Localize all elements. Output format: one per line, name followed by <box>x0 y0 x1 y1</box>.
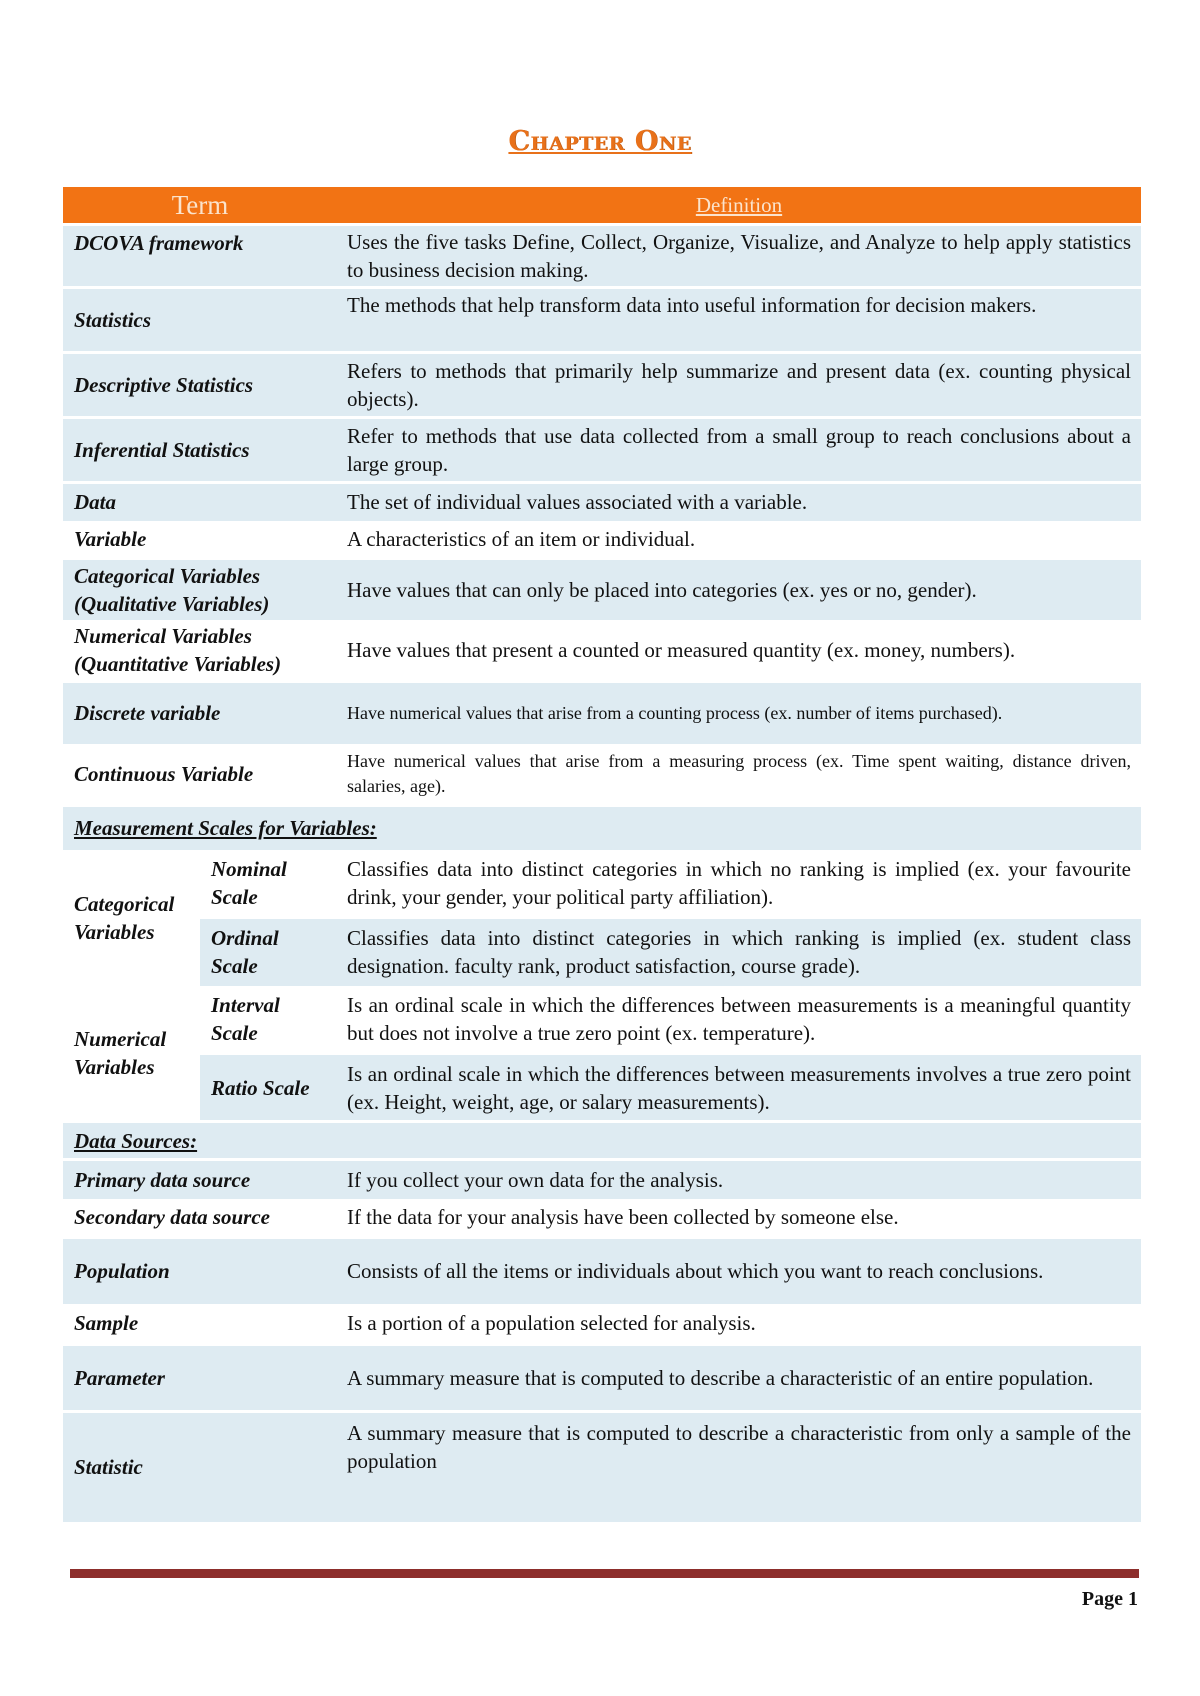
scale-definition-cell: Is an ordinal scale in which the differences between measurements involves a true zero point (ex. Height, weight, age, or salary measurements). <box>336 1054 1141 1122</box>
term-cell: DCOVA framework <box>63 225 336 288</box>
chapter-title: Chapter One <box>508 126 692 157</box>
glossary-table <box>63 187 1141 1522</box>
definition-column-header: Definition <box>336 187 1141 225</box>
scale-row <box>63 918 1141 986</box>
scale-row <box>63 1054 1141 1122</box>
scale-name-cell: Interval Scale <box>211 992 280 1045</box>
table-row <box>63 521 1141 559</box>
definition-cell: Have values that present a counted or measured quantity (ex. money, numbers). <box>347 638 1016 662</box>
scale-definition-cell: Classifies data into distinct categories in which ranking is implied (ex. student class designation. faculty rank, product satisfaction, course grade). <box>336 918 1141 986</box>
definition-cell: The set of individual values associated with a variable. <box>336 483 1141 521</box>
definition-cell: Have numerical values that arise from a counting process (ex. number of items purchased). <box>336 682 1141 744</box>
definition-cell: The methods that help transform data into useful information for decision makers. <box>336 288 1141 353</box>
scale-name-cell: Ratio Scale <box>200 1054 336 1122</box>
table-header-row <box>63 187 1141 225</box>
term-cell: Continuous Variable <box>74 761 254 786</box>
scale-row <box>63 986 1141 1054</box>
table-row <box>63 225 1141 288</box>
definition-cell: If the data for your analysis have been collected by someone else. <box>347 1205 899 1230</box>
measurement-scales-heading: Measurement Scales for Variables: <box>63 806 1141 850</box>
definition-cell: Consists of all the items or individuals about which you want to reach conclusions. <box>336 1238 1141 1304</box>
scale-definition-cell: Classifies data into distinct categories in which no ranking is implied (ex. your favourite drink, your gender, your political party affiliation). <box>347 856 1131 909</box>
scale-name-cell: Ordinal Scale <box>200 918 336 986</box>
definition-cell: A characteristics of an item or individual. <box>347 526 696 551</box>
table-row <box>63 744 1141 806</box>
page-number: Page 1 <box>1081 1588 1138 1610</box>
term-cell: Numerical Variables (Quantitative Variables) <box>74 624 282 676</box>
table-row <box>63 559 1141 621</box>
term-cell: Parameter <box>63 1345 336 1412</box>
footer-divider <box>70 1569 1139 1578</box>
definition-cell: Have numerical values that arise from a measuring process (ex. Time spent waiting, distance driven, salaries, age). <box>347 750 1131 796</box>
definition-cell: Refers to methods that primarily help summarize and present data (ex. counting physical objects). <box>336 353 1141 418</box>
scale-name-cell: Nominal Scale <box>211 856 287 909</box>
term-cell: Population <box>63 1238 336 1304</box>
term-cell: Descriptive Statistics <box>63 353 336 418</box>
scale-definition-cell: Is an ordinal scale in which the differences between measurements is a meaningful quantity but does not involve a true zero point (ex. temperature). <box>347 992 1131 1045</box>
categorical-group-cell: Categorical Variables <box>63 850 200 986</box>
table-row <box>63 1412 1141 1522</box>
table-row <box>63 620 1141 682</box>
table-row <box>63 418 1141 483</box>
definition-cell: Refer to methods that use data collected from a small group to reach conclusions about a large group. <box>336 418 1141 483</box>
section-heading-row <box>63 1122 1141 1160</box>
table-row <box>63 288 1141 353</box>
table-row <box>63 1199 1141 1238</box>
term-cell: Discrete variable <box>63 682 336 744</box>
term-cell: Variable <box>74 526 147 551</box>
term-column-header: Term <box>63 187 336 225</box>
table-row <box>63 682 1141 744</box>
term-cell: Statistic <box>63 1412 336 1522</box>
term-cell: Statistics <box>63 288 336 353</box>
term-cell: Categorical Variables (Qualitative Variables) <box>63 559 336 621</box>
term-cell: Primary data source <box>63 1160 336 1199</box>
term-cell: Secondary data source <box>74 1205 270 1230</box>
table-row <box>63 1345 1141 1412</box>
definition-cell: Uses the five tasks Define, Collect, Organize, Visualize, and Analyze to help apply statistics to business decision making. <box>336 225 1141 288</box>
table-row <box>63 1238 1141 1304</box>
term-cell: Data <box>63 483 336 521</box>
section-heading-row <box>63 806 1141 850</box>
definition-cell: A summary measure that is computed to describe a characteristic of an entire population. <box>336 1345 1141 1412</box>
definition-cell: If you collect your own data for the analysis. <box>336 1160 1141 1199</box>
numerical-group-cell: Numerical Variables <box>63 986 200 1122</box>
table-row <box>63 1304 1141 1345</box>
definition-cell: Is a portion of a population selected for analysis. <box>347 1311 756 1336</box>
definition-cell: Have values that can only be placed into categories (ex. yes or no, gender). <box>336 559 1141 621</box>
table-row <box>63 353 1141 418</box>
table-row <box>63 1160 1141 1199</box>
table-row <box>63 483 1141 521</box>
data-sources-heading: Data Sources: <box>63 1122 1141 1160</box>
definition-cell: A summary measure that is computed to describe a characteristic from only a sample of the population <box>336 1412 1141 1522</box>
term-cell: Sample <box>74 1311 139 1336</box>
term-cell: Inferential Statistics <box>63 418 336 483</box>
scale-row <box>63 850 1141 918</box>
